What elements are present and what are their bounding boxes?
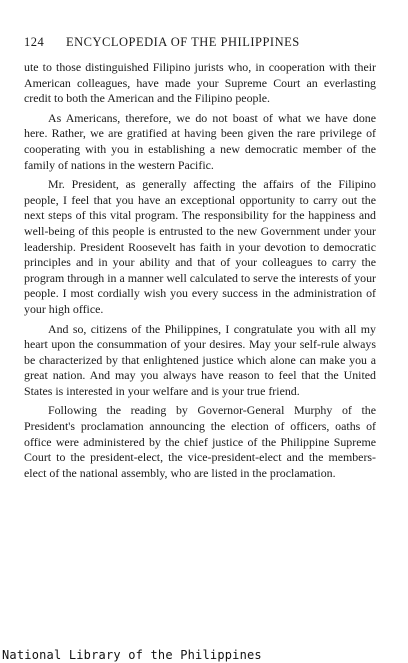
page-number: 124	[24, 35, 45, 49]
paragraph: As Americans, therefore, we do not boast of what we have done here. Rather, we are gratified at having been given the rare privilege of cooperating with you in establishing a new democratic member of the family of nations in the western Pacific.	[24, 110, 376, 172]
page-header	[24, 35, 384, 53]
paragraph: Mr. President, as generally affecting the affairs of the Filipino people, I feel that you have an exceptional opportunity to carry out the next steps of this vital program. The responsibility for the happiness and well-being of this people is entrusted to the new Government under your leadership. President Roosevelt has faith in your devotion to democratic principles and in your ability and that of your colleagues to carry the program through in a manner well calculated to serve the interests of your people. I most cordially wish you every success in the administration of your high office.	[24, 177, 376, 316]
library-watermark: National Library of the Philippines	[2, 648, 262, 662]
paragraph-continuation: ute to those distinguished Filipino jurists who, in cooperation with their American colleagues, have made your Supreme Court an everlasting credit to both the American and the Filipino people.	[24, 60, 376, 106]
paragraph: Following the reading by Governor-General Murphy of the President's proclamation announcing the election of officers, oaths of office were administered by the chief justice of the Philippine Supreme Court to the president-elect, the vice-president-elect and the members-elect of the national assembly, who are listed in the proclamation.	[24, 403, 376, 480]
running-title: ENCYCLOPEDIA OF THE PHILIPPINES	[66, 35, 300, 49]
paragraph: And so, citizens of the Philippines, I congratulate you with all my heart upon the consummation of your desires. May your self-rule always be characterized by that enlightened justice which alone can make you a great nation. And may you always have reason to feel that the United States is interested in your welfare and is your true friend.	[24, 321, 376, 398]
body-text	[24, 60, 376, 481]
